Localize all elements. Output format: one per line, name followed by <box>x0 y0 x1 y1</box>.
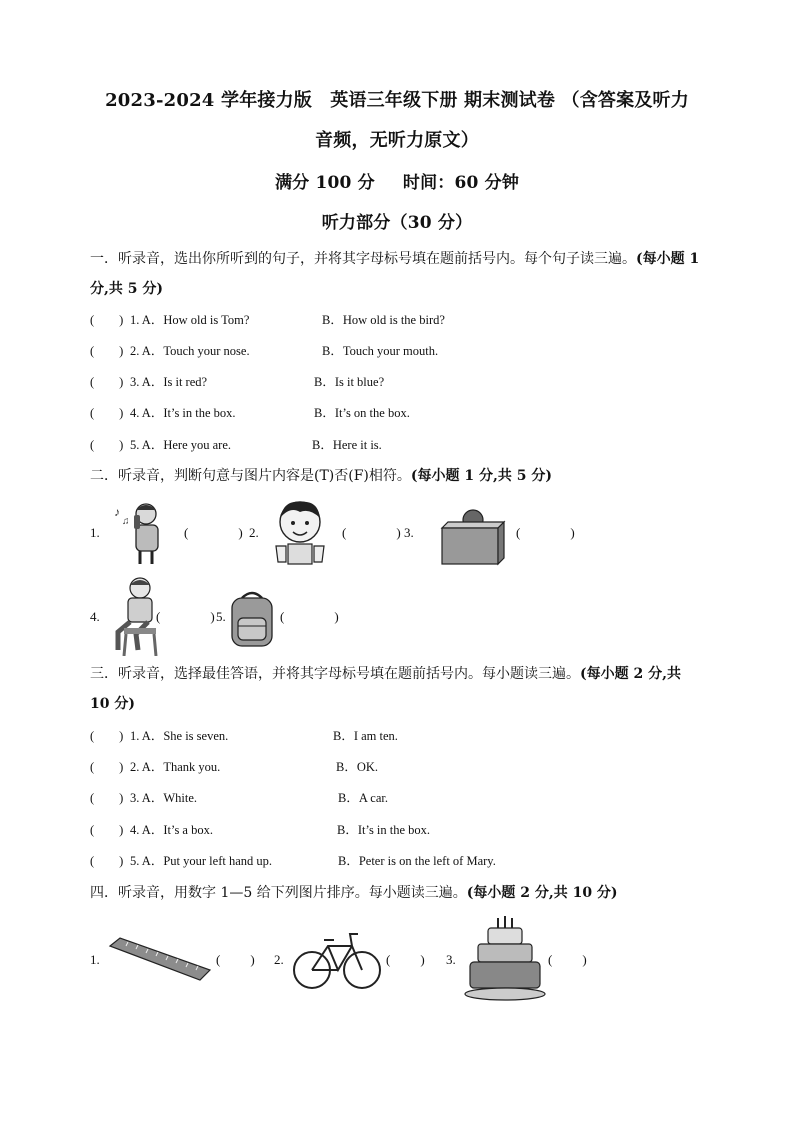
ball-on-box-icon <box>440 508 506 566</box>
option-a: 1. A．She is seven. <box>130 729 229 743</box>
svg-text:♫: ♫ <box>122 516 130 527</box>
section-1-instruction: 一．听录音，选出你所听到的句子，并将其字母标号填在题前括号内。每个句子读三遍。(每小题 1 分,共 5 分) <box>90 251 700 297</box>
backpack-icon <box>226 588 278 650</box>
full-score: 满分 100 分 <box>274 173 375 193</box>
option-a: 5. A．Put your left hand up. <box>130 854 273 868</box>
score-time-line <box>0 168 794 193</box>
option-b: B．Peter is on the left of Mary. <box>338 854 496 868</box>
option-a: 3. A．White. <box>130 791 198 805</box>
svg-text:♪: ♪ <box>114 505 120 519</box>
section-3-instruction: 三．听录音，选择最佳答语，并将其字母标号填在题前括号内。每小题读三遍。(每小题 2 分,共 10 分) <box>90 666 681 712</box>
answer-bracket[interactable]: ( ) <box>90 760 124 774</box>
listening-part-title: 听力部分（30 分） <box>321 213 473 233</box>
option-b: B．It’s in the box. <box>337 823 431 837</box>
pic-label-3: 3. <box>446 952 456 967</box>
section-4-instruction: 四．听录音，用数字 1—5 给下列图片排序。每小题读三遍。(每小题 2 分,共 10 分) <box>90 885 618 901</box>
bicycle-icon <box>292 926 382 992</box>
pic-3-bracket[interactable]: ( ) <box>548 952 587 967</box>
option-b: B．I am ten. <box>333 729 398 743</box>
option-b: B．Here it is. <box>312 438 382 452</box>
answer-bracket[interactable]: ( ) <box>90 823 124 837</box>
answer-bracket[interactable]: ( ) <box>90 406 124 420</box>
s1-question-4 <box>90 403 410 423</box>
answer-bracket[interactable]: ( ) <box>90 729 124 743</box>
answer-bracket[interactable]: ( ) <box>90 854 124 868</box>
s3-question-5 <box>90 851 496 871</box>
answer-bracket[interactable]: ( ) <box>90 375 124 389</box>
s3-question-4 <box>90 820 431 840</box>
answer-bracket[interactable]: ( ) <box>90 791 124 805</box>
s1-question-5 <box>90 435 382 455</box>
pic-label-2: 2. <box>274 952 284 967</box>
boy-sitting-icon <box>108 576 162 656</box>
birthday-cake-icon <box>464 914 546 1004</box>
s1-question-2 <box>90 341 439 361</box>
ruler-icon <box>106 936 212 984</box>
option-a: 5. A．Here you are. <box>130 438 232 452</box>
pic-3-bracket[interactable]: ( ) <box>516 525 575 540</box>
option-a: 1. A．How old is Tom? <box>130 313 250 327</box>
option-b: B．How old is the bird? <box>322 313 445 327</box>
answer-bracket[interactable]: ( ) <box>90 438 124 452</box>
section-2-pictures <box>90 496 710 666</box>
option-b: B．Is it blue? <box>314 375 385 389</box>
exam-title-line-1: 2023-2024 学年接力版 英语三年级下册 期末测试卷 （含答案及听力 <box>105 90 689 111</box>
option-b: B．It’s on the box. <box>314 406 410 420</box>
option-b: B．OK. <box>336 760 379 774</box>
pic-2-bracket[interactable]: ( ) <box>342 525 401 540</box>
s3-question-3 <box>90 788 388 808</box>
pic-label-2: 2. <box>249 525 259 540</box>
pic-label-5: 5. <box>216 609 226 624</box>
answer-bracket[interactable]: ( ) <box>90 313 124 327</box>
option-b: B．Touch your mouth. <box>322 344 439 358</box>
section-2-instruction: 二．听录音，判断句意与图片内容是(T)否(F)相符。(每小题 1 分,共 5 分) <box>90 468 553 484</box>
option-a: 2. A．Thank you. <box>130 760 221 774</box>
time-limit: 时间：60 分钟 <box>402 173 520 193</box>
pic-label-4: 4. <box>90 609 100 624</box>
exam-title-line-2: 音频，无听力原文） <box>315 130 479 151</box>
s3-question-1 <box>90 726 398 746</box>
option-a: 4. A．It’s a box. <box>130 823 213 837</box>
pic-1-bracket[interactable]: ( ) <box>184 525 243 540</box>
s3-question-2 <box>90 757 379 777</box>
option-a: 3. A．Is it red? <box>130 375 208 389</box>
s1-question-1 <box>90 310 445 330</box>
pic-label-1: 1. <box>90 525 100 540</box>
answer-bracket[interactable]: ( ) <box>90 344 124 358</box>
option-a: 2. A．Touch your nose. <box>130 344 250 358</box>
boy-singing-icon <box>112 498 168 566</box>
pic-1-bracket[interactable]: ( ) <box>216 952 255 967</box>
pic-5-bracket[interactable]: ( ) <box>280 609 339 624</box>
pic-label-1: 1. <box>90 952 100 967</box>
section-4-pictures <box>90 912 710 1012</box>
option-b: B．A car. <box>338 791 388 805</box>
boy-waving-icon <box>270 496 330 566</box>
pic-label-3: 3. <box>404 525 414 540</box>
s1-question-3 <box>90 372 385 392</box>
pic-4-bracket[interactable]: ( ) <box>156 609 215 624</box>
pic-2-bracket[interactable]: ( ) <box>386 952 425 967</box>
option-a: 4. A．It’s in the box. <box>130 406 236 420</box>
